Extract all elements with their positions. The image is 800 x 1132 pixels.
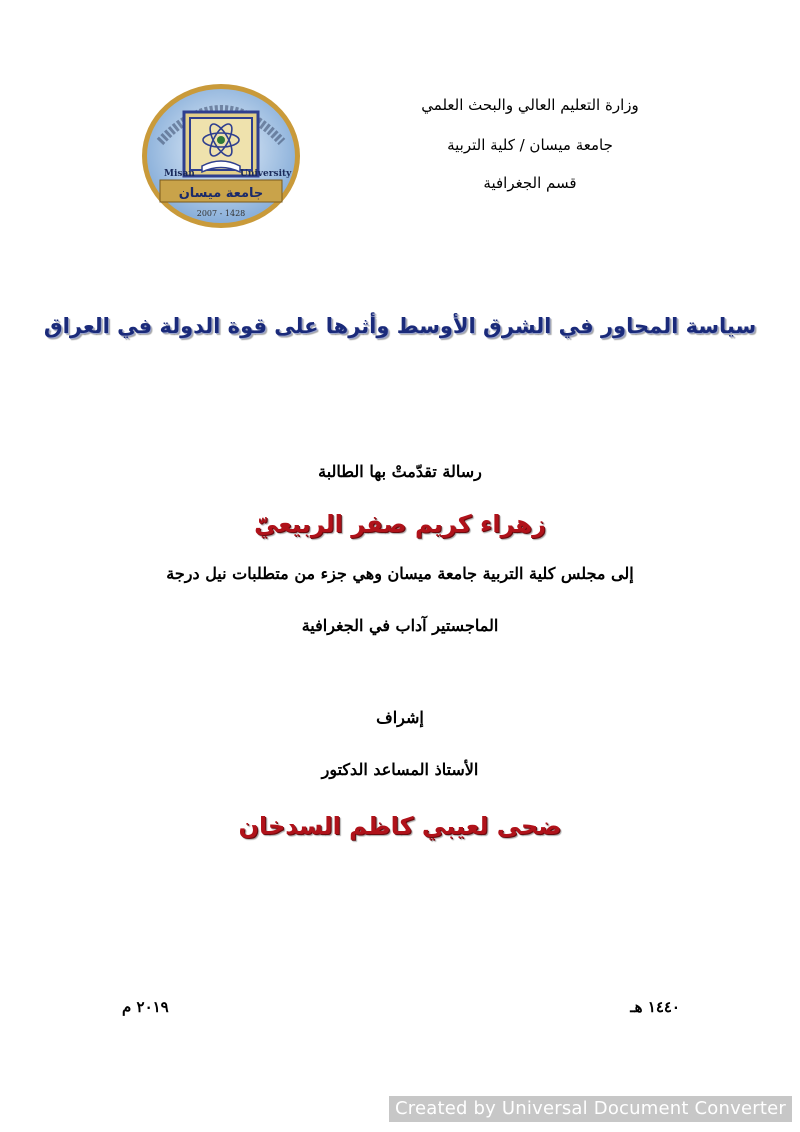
thesis-title: سياسة المحاور في الشرق الأوسط وأثرها على قوة الدولة في العراق	[43, 314, 757, 338]
logo-years: 2007 - 1428	[196, 209, 246, 218]
university-line: جامعة ميسان / كلية التربية	[447, 136, 613, 154]
supervisor-name: ضحى لعيبي كاظم السدخان	[238, 812, 562, 840]
department-line: قسم الجغرافية	[483, 174, 577, 192]
supervisor-title: الأستاذ المساعد الدكتور	[321, 760, 479, 779]
hijri-year: ١٤٤٠ هـ	[630, 998, 680, 1016]
university-logo	[140, 82, 302, 230]
university-seal-icon	[140, 82, 302, 230]
submitted-by-line: رسالة تقدّمتْ بها الطالبة	[318, 462, 482, 481]
council-line: إلى مجلس كلية التربية جامعة ميسان وهي جزء من متطلبات نيل درجة	[166, 564, 634, 583]
logo-text-right: University	[240, 169, 292, 179]
ministry-line: وزارة التعليم العالي والبحث العلمي	[421, 96, 639, 114]
logo-text-arabic: جامعة ميسان	[178, 186, 264, 201]
converter-watermark: Created by Universal Document Converter	[389, 1096, 792, 1122]
logo-text-left: Misan	[164, 169, 195, 179]
gregorian-year: ٢٠١٩ م	[122, 998, 169, 1016]
student-name: زهراء كريم صفر الربيعيّ	[254, 510, 546, 538]
supervision-label: إشراف	[376, 708, 424, 727]
degree-line: الماجستير آداب في الجغرافية	[301, 616, 499, 635]
